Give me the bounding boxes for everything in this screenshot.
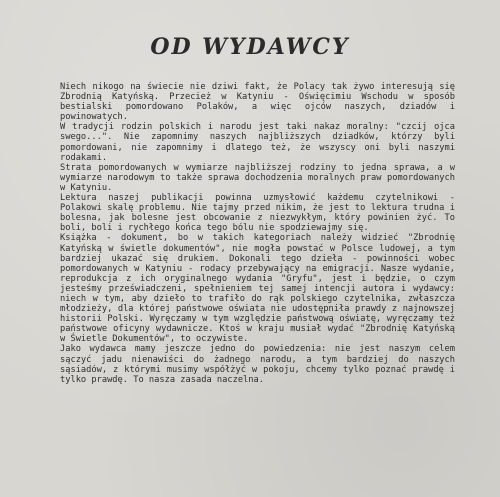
document-body	[60, 82, 455, 385]
paragraph-1: Niech nikogo na świecie nie dziwi fakt, że Polacy tak żywo interesują się Zbrodnią Katyńską. Przecież w Katyniu - Oświęcimiu Wschodu w sposób bestialski pomordowano Polaków, a więc ojców naszych, dziadów i powinowatych.	[60, 82, 455, 123]
paragraph-3: Strata pomordowanych w wymiarze najbliższej rodziny to jedna sprawa, a w wymiarze narodowym to także sprawa dochodzenia moralnych praw pomordowanych w Katyniu.	[60, 162, 455, 193]
paragraph-4: Lektura naszej publikacji powinna uzmysłowić każdemu czytelnikowi - Polakowi skalę problemu. Nie tajmy przed nikim, że jest to lektura trudna i bolesna, jak bolesne jest obcowanie z niezwykłym, który powinien żyć. To boli, boli i rychłego końca tego bólu nie spodziewajmy się.	[60, 193, 455, 234]
paragraph-6: Jako wydawca mamy jeszcze jedno do powiedzenia: nie jest naszym celem sączyć jadu nienawiści do żadnego narodu, a tym bardziej do naszych sąsiadów, z którymi musimy współżyć w pokoju, chcemy tylko poznać prawdę i tylko prawdę. To nasza zasada naczelna.	[60, 344, 455, 385]
paragraph-5: Książka - dokument, bo w takich kategoriach należy widzieć "Zbrodnię Katyńską w świetle dokumentów", nie mogła powstać w Polsce ludowej, a tym bardziej ukazać się drukiem. Dokonali tego dzieła - powinności wobec pomordowanych w Katyniu - rodacy przebywający na emigracji. Nasze wydanie, reprodukcja z ich oryginalnego wydania "Gryfu", jest i będzie, o czym jesteśmy przeświadczeni, spełnieniem tej samej intencji autora i wydawcy: niech w tym, aby dzieło to trafiło do rąk polskiego czytelnika, zwłaszcza młodzieży, dla której państwowe oświata nie udostępniła prawdy z najnowszej historii Polski. Wyręczamy w tym względzie państwową oświatę, wyręczamy też państwowe oficyny wydawnicze. Ktoś w kraju musiał wydać "Zbrodnię Katyńską w Świetle Dokumentów", to oczywiste.	[60, 233, 455, 345]
paragraph-2: W tradycji rodzin polskich i narodu jest taki nakaz moralny: "czcij ojca swego...". Nie zapomnimy naszych najbliższych dziadków, którzy byli pomordowani, nie zapomnimy i dlatego też, że wszyscy oni byli naszymi rodakami.	[60, 122, 455, 163]
document-title: OD WYDAWCY	[150, 34, 350, 60]
